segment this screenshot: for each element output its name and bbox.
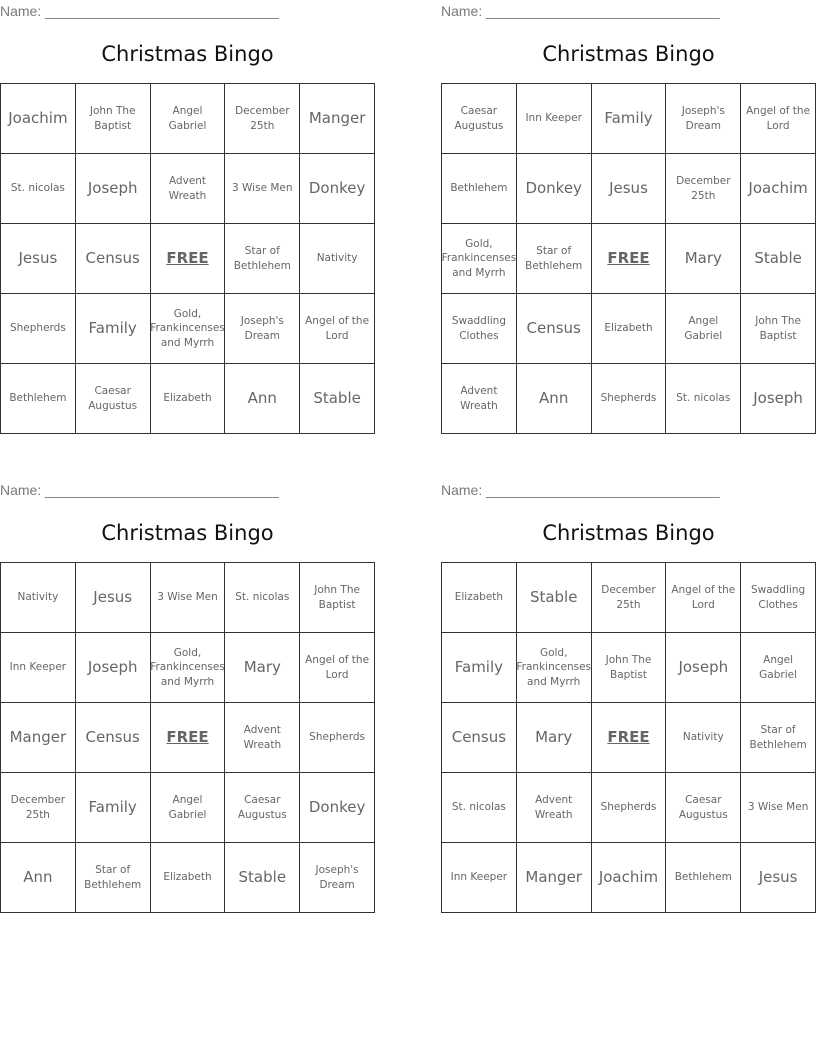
bingo-cell: Gold, Frankincenses and Myrrh — [442, 224, 517, 294]
bingo-card-2 — [441, 0, 816, 440]
bingo-cell: John The Baptist — [300, 563, 375, 633]
bingo-cell: Joseph — [741, 364, 816, 434]
bingo-cell: Manger — [1, 703, 76, 773]
bingo-cell: Star of Bethlehem — [76, 843, 151, 913]
bingo-cell: Angel Gabriel — [666, 294, 741, 364]
bingo-cell: Joachim — [592, 843, 667, 913]
bingo-cell: John The Baptist — [76, 84, 151, 154]
bingo-cell: John The Baptist — [592, 633, 667, 703]
bingo-cell: Angel Gabriel — [741, 633, 816, 703]
bingo-cell: Joseph — [666, 633, 741, 703]
bingo-cell: Swaddling Clothes — [741, 563, 816, 633]
bingo-cell: Elizabeth — [151, 364, 226, 434]
bingo-cell: Census — [76, 703, 151, 773]
bingo-cell: St. nicolas — [666, 364, 741, 434]
bingo-cell: Star of Bethlehem — [225, 224, 300, 294]
bingo-cell: Shepherds — [300, 703, 375, 773]
bingo-cell: St. nicolas — [1, 154, 76, 224]
bingo-cell: Mary — [666, 224, 741, 294]
bingo-cell: Joachim — [741, 154, 816, 224]
bingo-cell: Census — [442, 703, 517, 773]
card-title: Christmas Bingo — [542, 521, 715, 545]
bingo-cell: Census — [76, 224, 151, 294]
bingo-cell: Joseph — [76, 633, 151, 703]
bingo-cell: Inn Keeper — [442, 843, 517, 913]
bingo-cell: Joseph — [76, 154, 151, 224]
bingo-cell: Nativity — [1, 563, 76, 633]
bingo-cell: Donkey — [300, 773, 375, 843]
bingo-cell: Angel of the Lord — [300, 294, 375, 364]
card-title: Christmas Bingo — [542, 42, 715, 66]
bingo-grid — [441, 83, 816, 434]
bingo-cell: Donkey — [300, 154, 375, 224]
bingo-cell: St. nicolas — [442, 773, 517, 843]
bingo-cell: Stable — [225, 843, 300, 913]
bingo-cell: Angel of the Lord — [300, 633, 375, 703]
bingo-cell: Jesus — [1, 224, 76, 294]
bingo-cell: Angel Gabriel — [151, 84, 226, 154]
bingo-cell: Caesar Augustus — [666, 773, 741, 843]
bingo-cell: Shepherds — [592, 773, 667, 843]
bingo-cell: Caesar Augustus — [225, 773, 300, 843]
bingo-cell: Stable — [300, 364, 375, 434]
bingo-cell: Joseph's Dream — [300, 843, 375, 913]
free-space: FREE — [151, 703, 226, 773]
name-line: Name: ______________________________ — [0, 3, 279, 19]
bingo-cell: Elizabeth — [592, 294, 667, 364]
bingo-cell: December 25th — [1, 773, 76, 843]
bingo-cell: Ann — [517, 364, 592, 434]
bingo-cell: Jesus — [741, 843, 816, 913]
card-title: Christmas Bingo — [101, 42, 274, 66]
bingo-cell: Family — [76, 294, 151, 364]
bingo-cell: Inn Keeper — [1, 633, 76, 703]
bingo-cell: John The Baptist — [741, 294, 816, 364]
bingo-cell: Manger — [517, 843, 592, 913]
bingo-card-3 — [0, 479, 375, 919]
free-space: FREE — [151, 224, 226, 294]
bingo-cell: 3 Wise Men — [151, 563, 226, 633]
bingo-cell: December 25th — [666, 154, 741, 224]
bingo-cell: Gold, Frankincenses and Myrrh — [151, 633, 226, 703]
bingo-cell: Star of Bethlehem — [517, 224, 592, 294]
bingo-cell: 3 Wise Men — [741, 773, 816, 843]
bingo-cell: Advent Wreath — [225, 703, 300, 773]
name-line: Name: ______________________________ — [441, 482, 720, 498]
bingo-cell: Advent Wreath — [442, 364, 517, 434]
bingo-cell: Mary — [225, 633, 300, 703]
bingo-card-4 — [441, 479, 816, 919]
card-title: Christmas Bingo — [101, 521, 274, 545]
name-line: Name: ______________________________ — [441, 3, 720, 19]
bingo-cell: Advent Wreath — [151, 154, 226, 224]
bingo-cell: Inn Keeper — [517, 84, 592, 154]
bingo-cell: Angel of the Lord — [741, 84, 816, 154]
bingo-cell: Joseph's Dream — [666, 84, 741, 154]
bingo-grid — [0, 83, 375, 434]
bingo-cell: Manger — [300, 84, 375, 154]
bingo-cell: Advent Wreath — [517, 773, 592, 843]
bingo-cell: Family — [76, 773, 151, 843]
bingo-cell: December 25th — [225, 84, 300, 154]
bingo-cell: December 25th — [592, 563, 667, 633]
name-line: Name: ______________________________ — [0, 482, 279, 498]
bingo-cell: Census — [517, 294, 592, 364]
bingo-cell: Elizabeth — [151, 843, 226, 913]
bingo-cell: Jesus — [592, 154, 667, 224]
bingo-cell: Elizabeth — [442, 563, 517, 633]
bingo-cell: Joseph's Dream — [225, 294, 300, 364]
bingo-cell: St. nicolas — [225, 563, 300, 633]
free-space: FREE — [592, 703, 667, 773]
bingo-cell: Family — [592, 84, 667, 154]
bingo-cell: Family — [442, 633, 517, 703]
bingo-cell: Joachim — [1, 84, 76, 154]
bingo-cell: Nativity — [300, 224, 375, 294]
bingo-card-1 — [0, 0, 375, 440]
bingo-cell: Mary — [517, 703, 592, 773]
bingo-cell: Gold, Frankincenses and Myrrh — [151, 294, 226, 364]
bingo-cell: Donkey — [517, 154, 592, 224]
bingo-cell: Stable — [741, 224, 816, 294]
bingo-cell: Bethlehem — [666, 843, 741, 913]
bingo-grid — [0, 562, 375, 913]
bingo-cell: Ann — [225, 364, 300, 434]
bingo-cell: Jesus — [76, 563, 151, 633]
bingo-cell: Bethlehem — [442, 154, 517, 224]
bingo-cell: 3 Wise Men — [225, 154, 300, 224]
bingo-cell: Bethlehem — [1, 364, 76, 434]
bingo-grid — [441, 562, 816, 913]
bingo-cell: Caesar Augustus — [442, 84, 517, 154]
bingo-cell: Star of Bethlehem — [741, 703, 816, 773]
bingo-cell: Angel of the Lord — [666, 563, 741, 633]
bingo-cell: Gold, Frankincenses and Myrrh — [517, 633, 592, 703]
bingo-cell: Ann — [1, 843, 76, 913]
bingo-cell: Nativity — [666, 703, 741, 773]
bingo-cell: Swaddling Clothes — [442, 294, 517, 364]
bingo-cell: Shepherds — [592, 364, 667, 434]
bingo-cell: Stable — [517, 563, 592, 633]
bingo-cell: Shepherds — [1, 294, 76, 364]
free-space: FREE — [592, 224, 667, 294]
bingo-cell: Angel Gabriel — [151, 773, 226, 843]
bingo-cell: Caesar Augustus — [76, 364, 151, 434]
